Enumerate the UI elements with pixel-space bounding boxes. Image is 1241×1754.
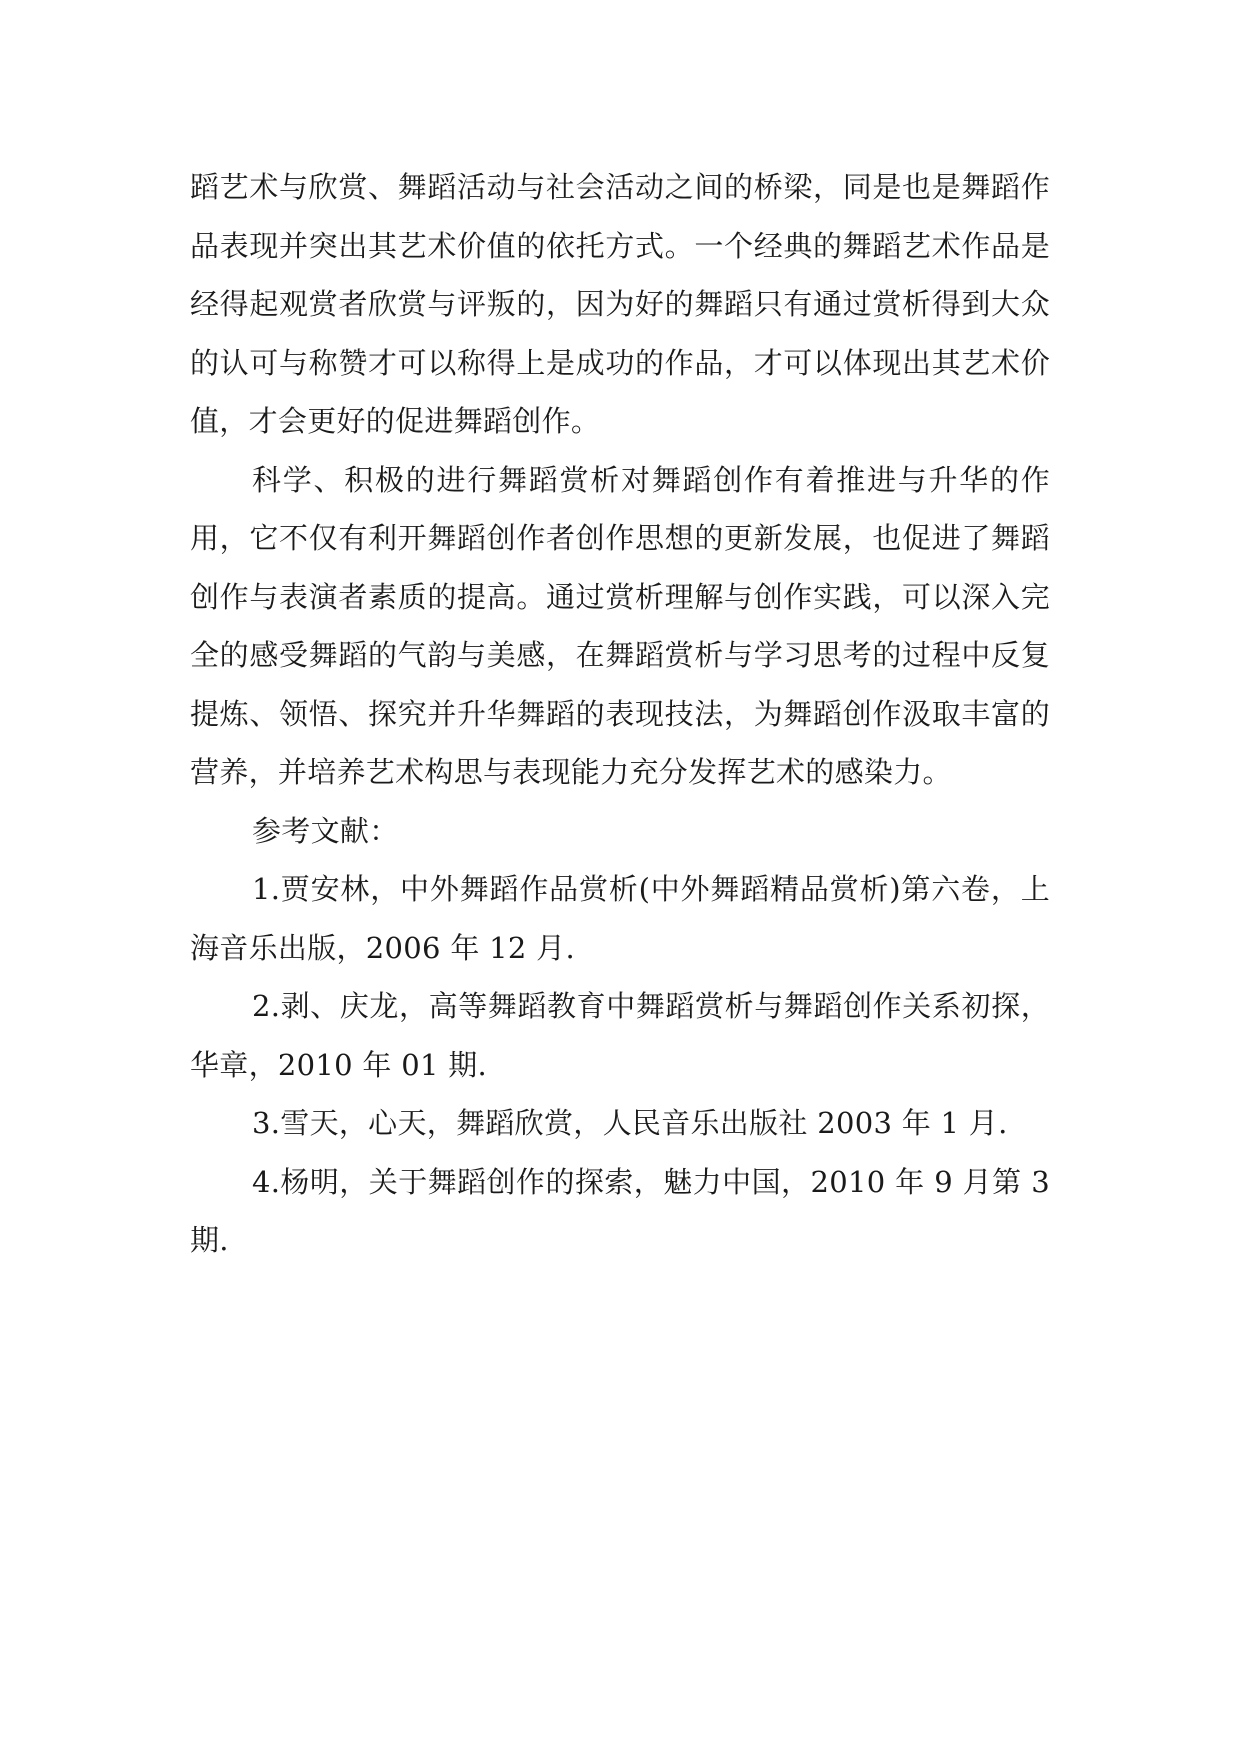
body-paragraph: 科学、积极的进行舞蹈赏析对舞蹈创作有着推进与升华的作用，它不仅有利开舞蹈创作者创作思想的更新发展，也促进了舞蹈创作与表演者素质的提高。通过赏析理解与创作实践，可以深入完全的感受舞蹈的气韵与美感，在舞蹈赏析与学习思考的过程中反复提炼、领悟、探究并升华舞蹈的表现技法，为舞蹈创作汲取丰富的营养，并培养艺术构思与表现能力充分发挥艺术的感染力。 — [190, 462, 1050, 789]
reference-item-1: 1.贾安林，中外舞蹈作品赏析(中外舞蹈精品赏析)第六卷，上海音乐出版，2006 年 12 月. — [190, 872, 1050, 965]
reference-item-3: 3.雪天，心天，舞蹈欣赏，人民音乐出版社 2003 年 1 月. — [252, 1106, 1008, 1140]
reference-item-4: 4.杨明，关于舞蹈创作的探索，魅力中国，2010 年 9 月第 3 期. — [190, 1164, 1050, 1257]
references-heading: 参考文献： — [252, 813, 399, 848]
body-paragraph-continued: 蹈艺术与欣赏、舞蹈活动与社会活动之间的桥梁，同是也是舞蹈作品表现并突出其艺术价值的依托方式。一个经典的舞蹈艺术作品是经得起观赏者欣赏与评叛的，因为好的舞蹈只有通过赏析得到大众的认可与称赞才可以称得上是成功的作品，才可以体现出其艺术价值，才会更好的促进舞蹈创作。 — [190, 170, 1050, 438]
document-body — [190, 158, 1050, 1270]
reference-item-2: 2.剥、庆龙，高等舞蹈教育中舞蹈赏析与舞蹈创作关系初探，华章，2010 年 01 期. — [190, 989, 1050, 1082]
